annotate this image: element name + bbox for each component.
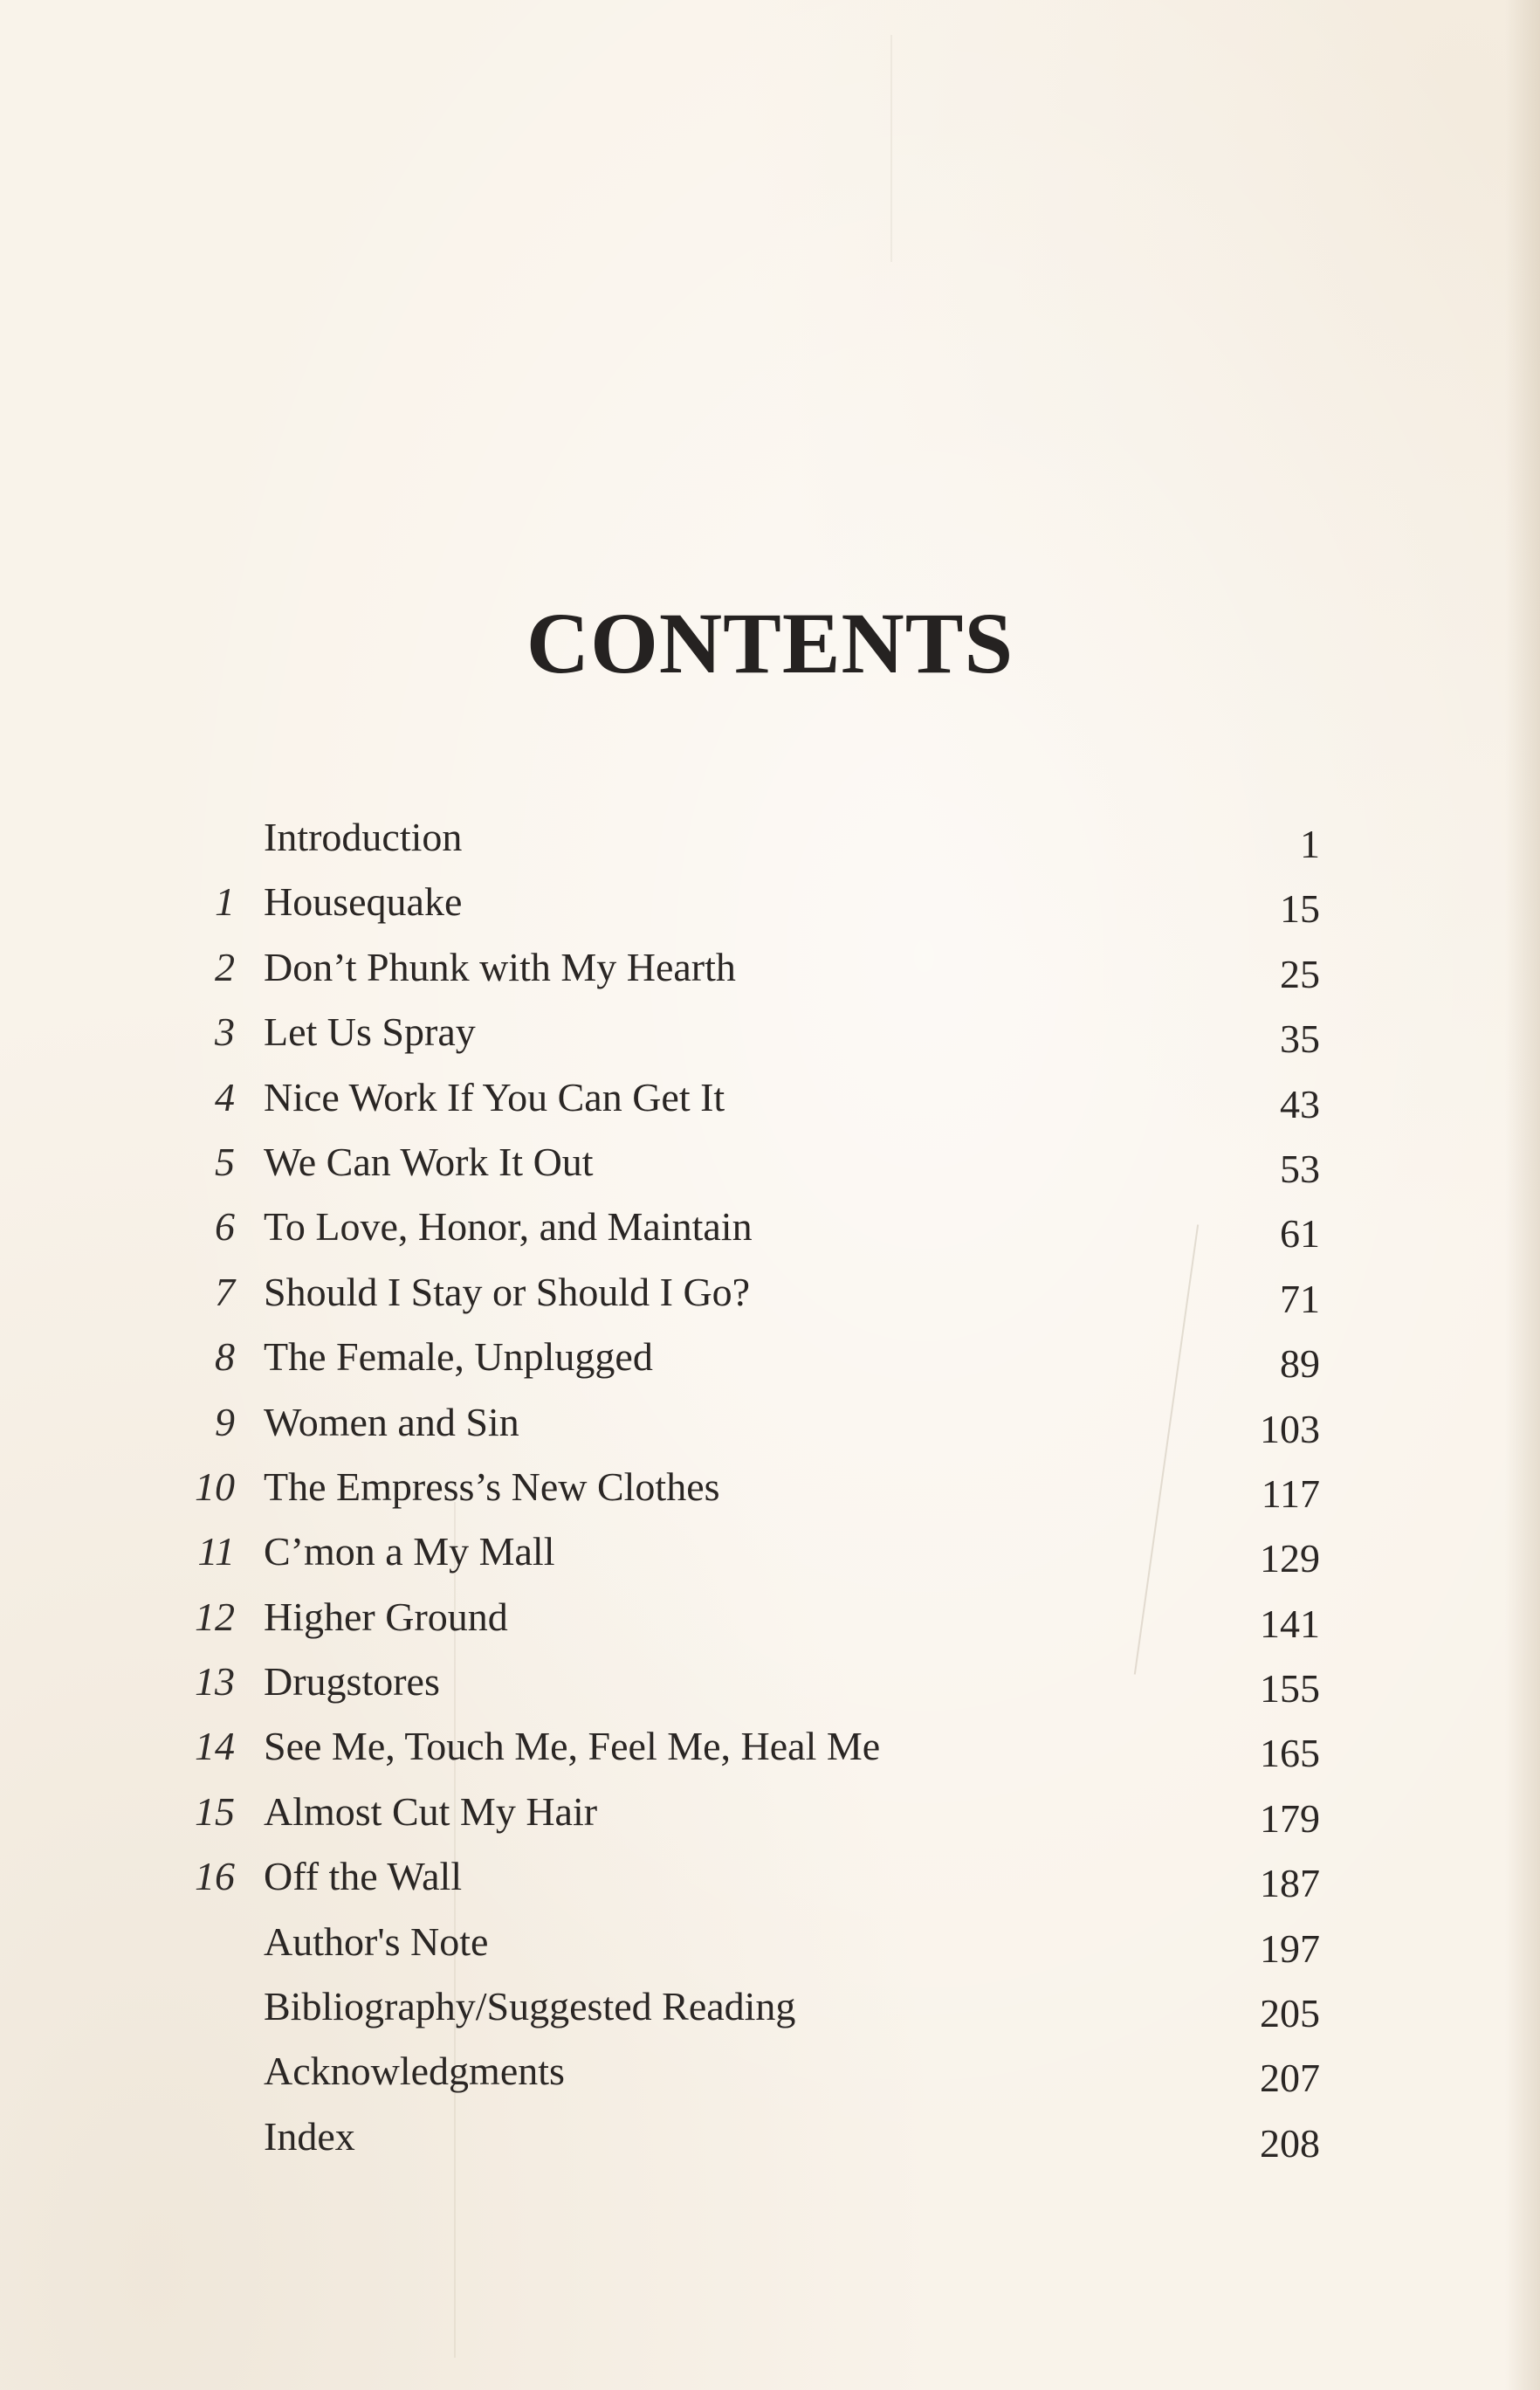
chapter-title: To Love, Honor, and Maintain	[264, 1204, 753, 1250]
page-number: 15	[1280, 886, 1320, 932]
page-number: 205	[1260, 1991, 1320, 2036]
page-number: 25	[1280, 951, 1320, 996]
chapter-title: Don’t Phunk with My Hearth	[264, 944, 736, 989]
chapter-number: 3	[215, 1009, 235, 1055]
chapter-number: 5	[215, 1139, 235, 1184]
chapter-title: Drugstores	[264, 1659, 440, 1705]
chapter-title: Higher Ground	[264, 1594, 508, 1639]
chapter-title: Bibliography/Suggested Reading	[264, 1984, 796, 2029]
page-number: 141	[1260, 1601, 1320, 1646]
page-number: 117	[1261, 1471, 1320, 1516]
chapter-number: 11	[197, 1529, 235, 1574]
chapter-title: Author's Note	[264, 1918, 489, 1964]
chapter-number: 7	[215, 1269, 235, 1314]
page-number: 165	[1260, 1731, 1320, 1776]
toc-entry	[0, 877, 1540, 941]
chapter-number: 4	[215, 1074, 235, 1119]
page-number: 89	[1280, 1341, 1320, 1387]
toc-entry	[0, 1072, 1540, 1137]
page-number: 61	[1280, 1211, 1320, 1257]
page-number: 53	[1280, 1146, 1320, 1191]
toc-entry	[0, 1851, 1540, 1916]
toc-entry	[0, 812, 1540, 877]
toc-entry	[0, 1462, 1540, 1526]
chapter-title: Should I Stay or Should I Go?	[264, 1269, 751, 1314]
page-number: 129	[1260, 1536, 1320, 1581]
toc-entry	[0, 2046, 1540, 2111]
chapter-number: 9	[215, 1399, 235, 1444]
toc-entry	[0, 1721, 1540, 1786]
chapter-number: 12	[195, 1594, 235, 1639]
chapter-title: Index	[264, 2113, 355, 2159]
page-number: 155	[1260, 1666, 1320, 1712]
page-number: 197	[1260, 1925, 1320, 1971]
toc-entry	[0, 1202, 1540, 1266]
chapter-title: We Can Work It Out	[264, 1139, 594, 1184]
page-number: 71	[1280, 1276, 1320, 1321]
chapter-number: 2	[215, 944, 235, 989]
paper-crease	[890, 35, 892, 262]
page-title: CONTENTS	[526, 595, 1014, 692]
chapter-number: 14	[195, 1724, 235, 1769]
toc-entry	[0, 1137, 1540, 1202]
chapter-title: Acknowledgments	[264, 2049, 565, 2094]
toc-entry	[0, 1656, 1540, 1721]
chapter-title: Women and Sin	[264, 1399, 519, 1444]
page-number: 208	[1260, 2120, 1320, 2166]
page-number: 103	[1260, 1406, 1320, 1451]
page-number: 207	[1260, 2056, 1320, 2101]
chapter-number: 16	[195, 1854, 235, 1899]
chapter-title: Introduction	[264, 815, 463, 859]
toc-entry	[0, 942, 1540, 1007]
page-number: 1	[1300, 822, 1320, 866]
chapter-number: 6	[215, 1204, 235, 1250]
toc-entry	[0, 1917, 1540, 1981]
chapter-title: C’mon a My Mall	[264, 1529, 555, 1574]
table-of-contents	[0, 812, 1540, 2176]
chapter-number: 13	[195, 1659, 235, 1705]
page-number: 187	[1260, 1861, 1320, 1906]
toc-entry	[0, 1526, 1540, 1591]
chapter-title: Let Us Spray	[264, 1009, 476, 1055]
chapter-title: The Female, Unplugged	[264, 1334, 653, 1380]
chapter-number: 1	[215, 879, 235, 925]
toc-entry	[0, 1981, 1540, 2046]
chapter-title: The Empress’s New Clothes	[264, 1464, 720, 1509]
chapter-title: Almost Cut My Hair	[264, 1788, 598, 1834]
chapter-title: See Me, Touch Me, Feel Me, Heal Me	[264, 1724, 881, 1769]
page-number: 35	[1280, 1016, 1320, 1062]
chapter-number: 15	[195, 1788, 235, 1834]
toc-entry	[0, 1332, 1540, 1396]
toc-entry	[0, 1267, 1540, 1332]
page-number: 43	[1280, 1081, 1320, 1126]
toc-entry	[0, 1592, 1540, 1656]
chapter-title: Off the Wall	[264, 1854, 463, 1899]
chapter-title: Nice Work If You Can Get It	[264, 1074, 725, 1119]
toc-entry	[0, 2111, 1540, 2176]
chapter-number: 10	[195, 1464, 235, 1509]
toc-entry	[0, 1397, 1540, 1462]
page-number: 179	[1260, 1795, 1320, 1841]
chapter-title: Housequake	[264, 879, 463, 925]
chapter-number: 8	[215, 1334, 235, 1380]
toc-entry	[0, 1007, 1540, 1071]
toc-entry	[0, 1787, 1540, 1851]
